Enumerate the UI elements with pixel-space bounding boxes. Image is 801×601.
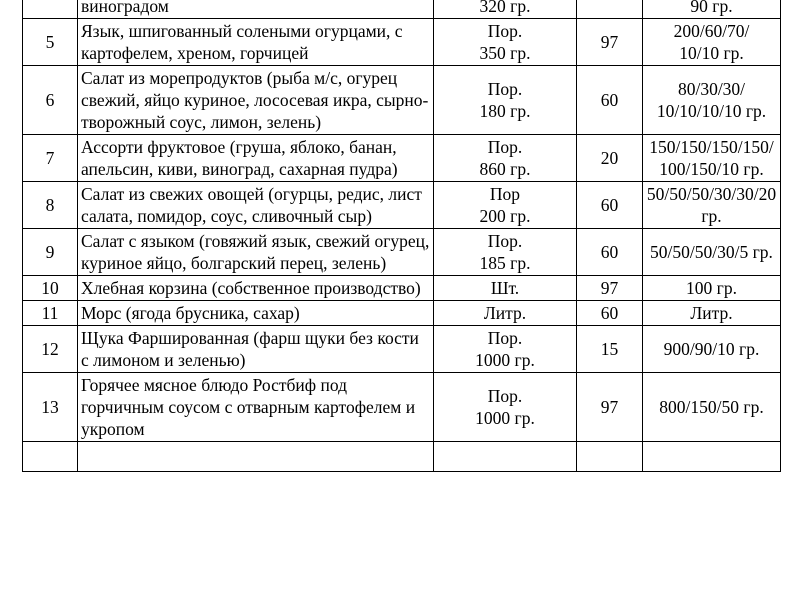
dish-name-cell: Ассорти фруктовое (груша, яблоко, банан, апельсин, киви, виноград, сахарная пудра) xyxy=(78,135,434,182)
weight-line: 10/10/10/10 гр. xyxy=(656,101,767,121)
weight-line: 800/150/50 гр. xyxy=(659,397,764,417)
row-number-cell: 9 xyxy=(23,229,78,276)
table-row xyxy=(23,229,781,276)
unit-cell xyxy=(434,373,577,442)
empty-cell xyxy=(78,442,434,472)
weight-line: 100/150/10 гр. xyxy=(659,159,764,179)
weight-line: 10/10 гр. xyxy=(679,43,744,63)
quantity-cell xyxy=(577,0,643,19)
quantity-cell: 15 xyxy=(577,326,643,373)
table-row xyxy=(23,66,781,135)
unit-line: 180 гр. xyxy=(479,101,531,121)
unit-line: 200 гр. xyxy=(479,206,531,226)
quantity-cell: 60 xyxy=(577,66,643,135)
row-number-cell: 12 xyxy=(23,326,78,373)
table-row xyxy=(23,276,781,301)
empty-cell xyxy=(577,442,643,472)
row-number-cell: 5 xyxy=(23,19,78,66)
weight-line: 150/150/150/150/ xyxy=(649,137,774,157)
unit-line: Литр. xyxy=(483,303,527,323)
unit-line: 860 гр. xyxy=(479,159,531,179)
unit-line: Пор. xyxy=(487,21,523,41)
menu-table-body xyxy=(23,0,781,472)
dish-name-cell: Хлебная корзина (собственное производство) xyxy=(78,276,434,301)
unit-line: 1000 гр. xyxy=(475,350,535,370)
quantity-cell: 60 xyxy=(577,182,643,229)
unit-line: Пор. xyxy=(487,231,523,251)
weight-line: 200/60/70/ xyxy=(673,21,750,41)
menu-table xyxy=(22,0,781,472)
dish-name-cell: виноградом xyxy=(78,0,434,19)
row-number-cell: 7 xyxy=(23,135,78,182)
table-row-partial xyxy=(23,0,781,19)
unit-line: 1000 гр. xyxy=(475,408,535,428)
unit-line: 350 гр. xyxy=(479,43,531,63)
unit-line: Пор xyxy=(489,184,521,204)
unit-line: Пор. xyxy=(487,137,523,157)
unit-line: Пор. xyxy=(487,328,523,348)
unit-cell xyxy=(434,276,577,301)
dish-name-cell: Морс (ягода брусника, сахар) xyxy=(78,301,434,326)
weight-line: 50/50/50/30/30/20 xyxy=(646,184,777,204)
unit-line: Пор. xyxy=(487,79,523,99)
weight-cell xyxy=(643,326,781,373)
table-row xyxy=(23,182,781,229)
table-row xyxy=(23,373,781,442)
weight-line: гр. xyxy=(701,206,722,226)
quantity-cell: 20 xyxy=(577,135,643,182)
weight-cell xyxy=(643,301,781,326)
dish-name-cell: Щука Фаршированная (фарш щуки без кости с лимоном и зеленью) xyxy=(78,326,434,373)
unit-cell xyxy=(434,301,577,326)
unit-cell: 320 гр. xyxy=(434,0,577,19)
dish-name-cell: Салат из морепродуктов (рыба м/с, огурец свежий, яйцо куриное, лососевая икра, сырно-творожный соус, лимон, зелень) xyxy=(78,66,434,135)
empty-cell xyxy=(643,442,781,472)
table-row xyxy=(23,326,781,373)
weight-cell xyxy=(643,182,781,229)
weight-cell xyxy=(643,135,781,182)
quantity-cell: 97 xyxy=(577,276,643,301)
table-row-partial xyxy=(23,442,781,472)
unit-cell xyxy=(434,19,577,66)
quantity-cell: 97 xyxy=(577,19,643,66)
empty-cell xyxy=(434,442,577,472)
unit-cell xyxy=(434,326,577,373)
empty-cell xyxy=(23,442,78,472)
dish-name-cell: Салат из свежих овощей (огурцы, редис, лист салата, помидор, соус, сливочный сыр) xyxy=(78,182,434,229)
row-number-cell xyxy=(23,0,78,19)
row-number-cell: 8 xyxy=(23,182,78,229)
table-row xyxy=(23,19,781,66)
row-number-cell: 6 xyxy=(23,66,78,135)
weight-cell xyxy=(643,276,781,301)
unit-line: Шт. xyxy=(490,278,520,298)
dish-name-cell: Язык, шпигованный солеными огурцами, с картофелем, хреном, горчицей xyxy=(78,19,434,66)
unit-line: 185 гр. xyxy=(479,253,531,273)
quantity-cell: 60 xyxy=(577,301,643,326)
quantity-cell: 97 xyxy=(577,373,643,442)
unit-line: Пор. xyxy=(487,386,523,406)
unit-cell xyxy=(434,135,577,182)
unit-cell xyxy=(434,229,577,276)
unit-cell xyxy=(434,182,577,229)
weight-cell xyxy=(643,19,781,66)
quantity-cell: 60 xyxy=(577,229,643,276)
weight-cell: 90 гр. xyxy=(643,0,781,19)
weight-line: Литр. xyxy=(690,303,733,323)
unit-cell xyxy=(434,66,577,135)
weight-line: 50/50/50/30/5 гр. xyxy=(650,242,773,262)
weight-cell xyxy=(643,373,781,442)
row-number-cell: 10 xyxy=(23,276,78,301)
row-number-cell: 11 xyxy=(23,301,78,326)
table-row xyxy=(23,301,781,326)
row-number-cell: 13 xyxy=(23,373,78,442)
weight-cell xyxy=(643,229,781,276)
weight-line: 100 гр. xyxy=(686,278,737,298)
weight-cell xyxy=(643,66,781,135)
dish-name-cell: Салат с языком (говяжий язык, свежий огурец, куриное яйцо, болгарский перец, зелень) xyxy=(78,229,434,276)
weight-line: 80/30/30/ xyxy=(677,79,746,99)
table-row xyxy=(23,135,781,182)
dish-name-cell: Горячее мясное блюдо Ростбиф под горчичным соусом с отварным картофелем и укропом xyxy=(78,373,434,442)
weight-line: 900/90/10 гр. xyxy=(663,339,760,359)
